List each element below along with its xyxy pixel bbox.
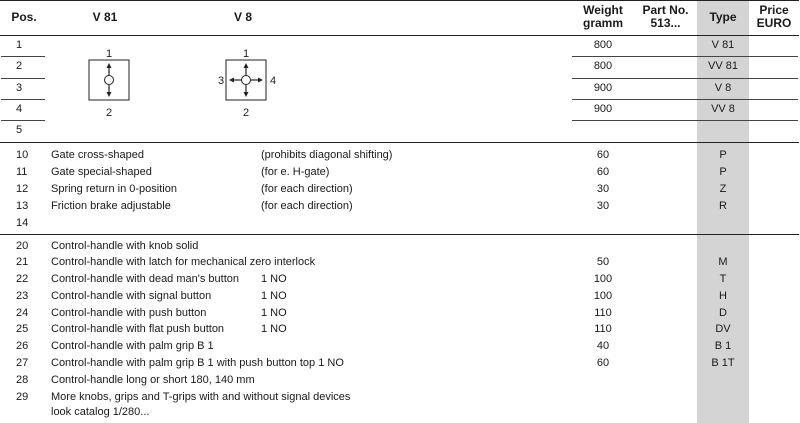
row-line [572,56,798,57]
row-weight: 900 [593,103,613,115]
v8-label-left: 3 [217,75,225,87]
shift-diagrams [80,45,290,123]
header-price-line1: Price [759,3,789,17]
header-weight [572,4,634,30]
row-description: Friction brake adjustable [51,200,171,212]
row-description: Control-handle long or short 180, 140 mm [51,374,255,386]
row-description: Control-handle with palm grip B 1 [51,340,214,352]
v8-label-bottom: 2 [242,107,250,119]
row-type: DV [715,323,731,335]
row-description: Gate cross-shaped [51,149,144,161]
row-type: V 8 [714,82,732,94]
row-type: T [719,273,727,285]
row-weight: 40 [596,340,610,352]
row-type: D [719,307,727,319]
row-description: Control-handle with dead man's button [51,273,239,285]
row-pos: 28 [16,374,29,386]
header-part-no [634,4,697,30]
row-pos: 27 [16,357,29,369]
row-weight: 50 [596,256,610,268]
row-type: B 1T [711,357,735,369]
row-pos: 12 [16,183,29,195]
row-pos: 14 [16,217,29,229]
row-line [1,78,45,79]
row-type: P [719,149,727,161]
row-type: VV 81 [708,60,738,72]
row-pos: 11 [16,166,28,178]
header-price [749,4,799,30]
row-description: Spring return in 0-position [51,183,177,195]
row-description: More knobs, grips and T-grips with and without signal devices [51,391,351,403]
row-description: Control-handle with palm grip B 1 with push button top 1 NO [51,357,344,369]
row-pos: 20 [16,240,29,252]
section2-bottom-line [0,234,799,235]
row-pos: 2 [16,60,23,72]
v81-diagram [89,48,129,119]
row-weight: 30 [596,183,610,195]
v8-label-top: 1 [242,48,250,60]
v8-label-right: 4 [269,75,277,87]
row-note: (prohibits diagonal shifting) [261,149,393,161]
row-pos: 24 [16,307,29,319]
row-type: M [718,256,728,268]
row-weight: 60 [596,357,610,369]
row-weight: 800 [593,60,613,72]
row-pos: 10 [16,149,29,161]
row-pos: 21 [16,256,29,268]
row-type: VV 8 [711,103,735,115]
row-type: P [719,166,727,178]
row-contact: 1 NO [261,273,287,285]
row-weight: 110 [594,307,612,319]
row-pos: 5 [16,124,23,136]
row-pos: 3 [16,82,23,94]
row-description: Gate special-shaped [51,166,152,178]
row-contact: 1 NO [261,323,287,335]
row-pos: 13 [16,200,29,212]
row-line [1,120,45,121]
row-pos: 29 [16,391,29,403]
header-type: Type [709,10,737,24]
row-note: (for each direction) [261,183,353,195]
header-weight-line1: Weight [583,3,623,17]
v8-diagram [218,48,276,119]
row-type: R [719,200,727,212]
header-bottom-line [0,35,799,36]
header-part-line1: Part No. [642,3,689,17]
row-weight: 110 [594,323,612,335]
row-description: Control-handle with flat push button [51,323,225,335]
v81-label-top: 1 [105,48,113,60]
row-weight: 60 [596,149,610,161]
header-price-line2: EURO [756,16,792,30]
row-line [572,99,798,100]
row-pos: 25 [16,323,29,335]
row-type: V 81 [711,39,735,51]
row-line [572,78,798,79]
row-note: (for e. H-gate) [261,166,330,178]
table-border-top [0,0,799,1]
row-pos: 22 [16,273,29,285]
row-line [572,120,798,121]
row-description-continued: look catalog 1/280... [51,406,150,418]
row-weight: 100 [593,273,613,285]
row-weight: 800 [593,39,613,51]
row-line [1,56,45,57]
row-pos: 26 [16,340,29,352]
row-weight: 60 [596,166,610,178]
v81-label-bottom: 2 [105,107,113,119]
row-description: Control-handle with knob solid [51,240,199,252]
row-type: B 1 [714,340,732,352]
row-pos: 4 [16,103,23,115]
row-pos: 23 [16,290,29,302]
row-weight: 100 [593,290,613,302]
row-pos: 1 [16,39,23,51]
row-description: Control-handle with push button [51,307,207,319]
header-pos: Pos. [11,10,37,24]
header-part-line2: 513... [650,16,681,30]
row-type: H [719,290,727,302]
header-v81: V 81 [92,10,118,24]
row-line [1,99,45,100]
row-contact: 1 NO [261,290,287,302]
row-weight: 30 [596,200,610,212]
section1-bottom-line [0,142,799,143]
row-description: Control-handle with signal button [51,290,212,302]
header-v8: V 8 [233,10,252,24]
header-weight-line2: gramm [582,16,623,30]
row-weight: 900 [593,82,613,94]
row-type: Z [719,183,727,195]
row-note: (for each direction) [261,200,353,212]
row-contact: 1 NO [261,307,287,319]
row-description: Control-handle with latch for mechanical zero interlock [51,256,316,268]
